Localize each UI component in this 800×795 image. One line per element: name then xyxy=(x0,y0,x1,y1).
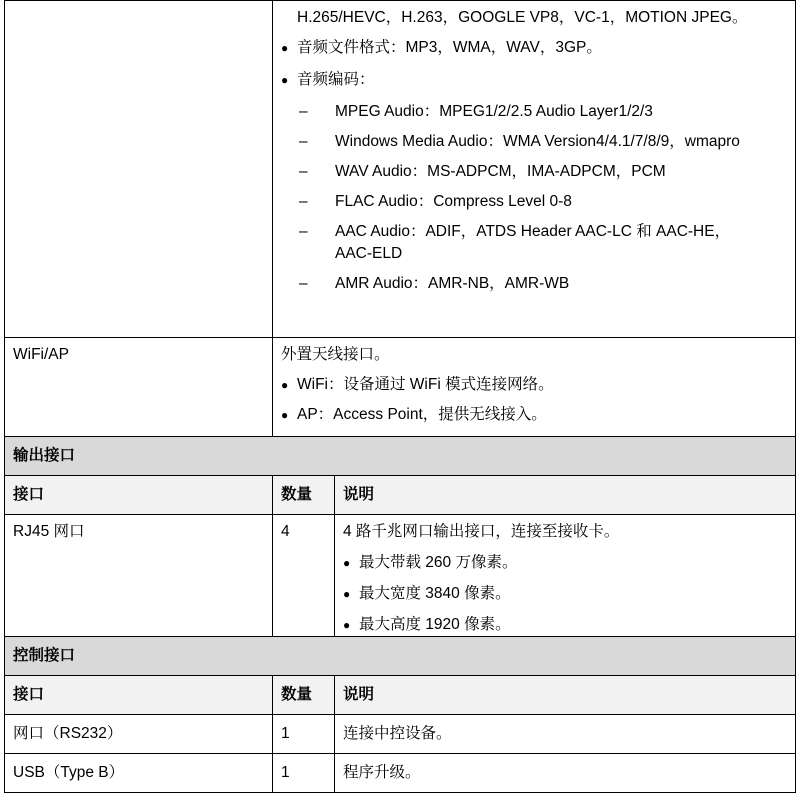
bullet-icon: ● xyxy=(343,587,351,601)
bullet-icon: ● xyxy=(343,556,351,570)
bullet-icon: ● xyxy=(281,408,289,422)
wifi-row xyxy=(5,338,796,439)
row-quantity: 1 xyxy=(273,754,335,793)
table-row xyxy=(5,515,796,637)
row-description: 4 路千兆网口输出接口，连接至接收卡。 xyxy=(343,523,620,540)
codec-continuation: H.265/HEVC，H.263，GOOGLE VP8，VC-1，MOTION JPEG。 xyxy=(297,9,748,26)
header-quantity: 数量 xyxy=(273,676,335,715)
audio-codec-item xyxy=(281,221,755,265)
audio-codec-text: MPEG Audio：MPEG1/2/2.5 Audio Layer1/2/3 xyxy=(335,103,653,120)
row-interface: 网口（RS232） xyxy=(5,715,273,754)
output-section-row xyxy=(5,437,796,476)
audio-format-text: 音频文件格式：MP3，WMA，WAV，3GP。 xyxy=(297,39,602,56)
bullet-icon: ● xyxy=(281,378,289,392)
spec-bullet-text: 最大宽度 3840 像素。 xyxy=(359,585,511,602)
table-row xyxy=(5,754,796,793)
ap-bullet-text: AP：Access Point，提供无线接入。 xyxy=(297,406,547,423)
ap-bullet xyxy=(281,404,795,426)
header-quantity: 数量 xyxy=(273,476,335,515)
header-description: 说明 xyxy=(335,676,796,715)
wifi-label: WiFi/AP xyxy=(5,338,273,439)
bullet-icon: ● xyxy=(343,618,351,632)
control-header-row xyxy=(5,676,796,715)
output-section-title: 输出接口 xyxy=(5,437,796,476)
audio-codec-item xyxy=(281,131,755,153)
audio-codec-text: FLAC Audio：Compress Level 0-8 xyxy=(335,193,572,210)
output-header-row xyxy=(5,476,796,515)
row-description: 程序升级。 xyxy=(335,754,796,793)
codec-row xyxy=(5,1,796,338)
codec-label-cell xyxy=(5,1,273,338)
audio-format-bullet xyxy=(281,37,755,59)
dash-icon: – xyxy=(299,133,308,150)
audio-codec-text: Windows Media Audio：WMA Version4/4.1/7/8/9，wmapro xyxy=(335,133,740,150)
audio-codec-text: AAC Audio：ADIF，ATDS Header AAC-LC 和 AAC-HE， AAC-ELD xyxy=(335,223,731,262)
audio-codec-text: AMR Audio：AMR-NB，AMR-WB xyxy=(335,275,570,292)
row-description-cell xyxy=(335,515,796,637)
spec-bullet-text: 最大高度 1920 像素。 xyxy=(359,616,511,633)
audio-codec-bullet xyxy=(281,69,755,91)
interface-table xyxy=(4,436,796,793)
audio-codec-item xyxy=(281,101,755,123)
row-quantity: 1 xyxy=(273,715,335,754)
wifi-desc-cell xyxy=(273,338,796,439)
row-description: 连接中控设备。 xyxy=(335,715,796,754)
row-interface: RJ45 网口 xyxy=(5,515,273,637)
spec-bullet-text: 最大带载 260 万像素。 xyxy=(359,554,518,571)
header-description: 说明 xyxy=(335,476,796,515)
audio-codec-item xyxy=(281,161,755,183)
dash-icon: – xyxy=(299,163,308,180)
control-section-title: 控制接口 xyxy=(5,637,796,676)
wifi-bullet-text: WiFi：设备通过 WiFi 模式连接网络。 xyxy=(297,376,554,393)
audio-codec-text: WAV Audio：MS-ADPCM，IMA-ADPCM，PCM xyxy=(335,163,666,180)
dash-icon: – xyxy=(299,275,308,292)
audio-codec-item xyxy=(281,191,755,213)
header-interface: 接口 xyxy=(5,676,273,715)
media-spec-table xyxy=(4,0,796,439)
bullet-icon: ● xyxy=(281,41,289,55)
table-row xyxy=(5,715,796,754)
audio-codec-item xyxy=(281,273,755,295)
row-quantity: 4 xyxy=(273,515,335,637)
spec-bullet xyxy=(343,552,795,574)
spec-bullet xyxy=(343,614,795,636)
wifi-bullet xyxy=(281,374,795,396)
codec-desc-cell xyxy=(273,1,796,338)
dash-icon: – xyxy=(299,103,308,120)
row-interface: USB（Type B） xyxy=(5,754,273,793)
header-interface: 接口 xyxy=(5,476,273,515)
dash-icon: – xyxy=(299,223,308,240)
bullet-icon: ● xyxy=(281,73,289,87)
spec-bullet xyxy=(343,583,795,605)
dash-icon: – xyxy=(299,193,308,210)
wifi-desc: 外置天线接口。 xyxy=(281,346,390,363)
control-section-row xyxy=(5,637,796,676)
audio-codec-title: 音频编码： xyxy=(297,71,375,88)
